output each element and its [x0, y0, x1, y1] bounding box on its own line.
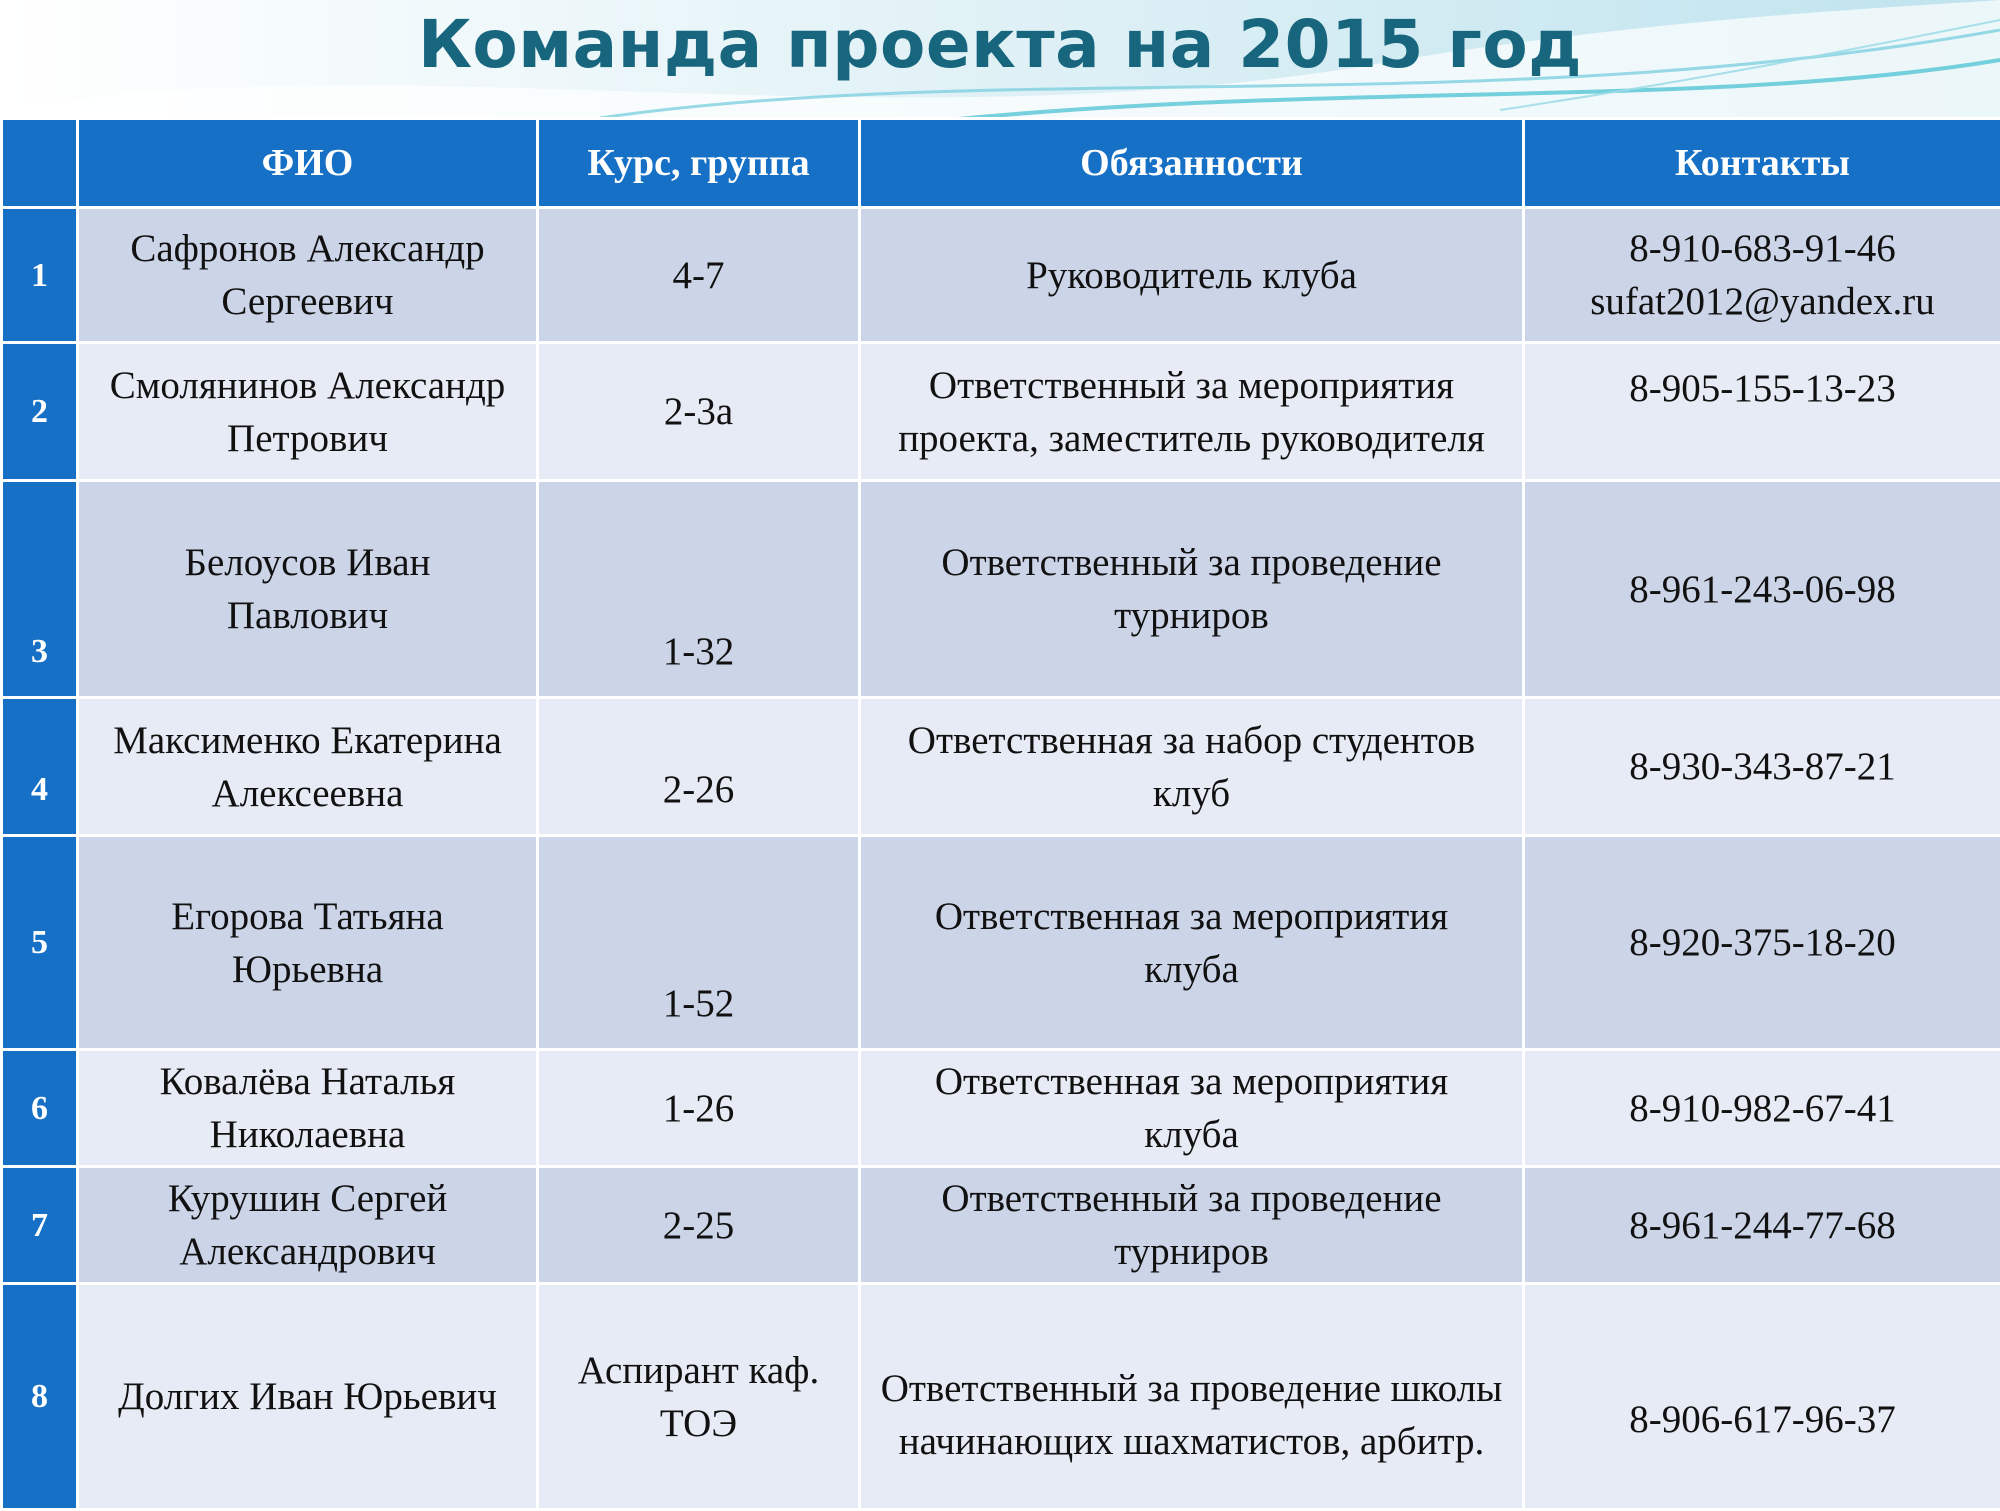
row-number: 7: [2, 1167, 78, 1284]
member-contacts: [1524, 208, 2000, 343]
table-row: [2, 208, 2000, 343]
row-number: 3: [2, 481, 78, 698]
member-group: 4-7: [538, 208, 860, 343]
member-phone: 8-910-982-67-41: [1524, 1050, 2000, 1167]
table-row: [2, 698, 2000, 836]
member-email: sufat2012@yandex.ru: [1533, 275, 1992, 328]
page-title: Команда проекта на 2015 год: [0, 0, 2000, 100]
member-name: Смолянинов Александр Петрович: [78, 343, 538, 481]
member-duties: Руководитель клуба: [860, 208, 1524, 343]
member-group: 1-32: [538, 481, 860, 698]
member-duties: Ответственный за проведение турниров: [860, 1167, 1524, 1284]
member-duties: Ответственный за проведение турниров: [860, 481, 1524, 698]
table-row: [2, 481, 2000, 698]
member-phone: 8-920-375-18-20: [1524, 836, 2000, 1050]
member-phone: 8-961-244-77-68: [1524, 1167, 2000, 1284]
table-header-row: [2, 119, 2000, 208]
member-duties: Ответственная за мероприятия клуба: [860, 836, 1524, 1050]
table-row: [2, 343, 2000, 481]
header-contacts: Контакты: [1524, 119, 2000, 208]
header-duties: Обязанности: [860, 119, 1524, 208]
member-duties: Ответственная за мероприятия клуба: [860, 1050, 1524, 1167]
row-number: 4: [2, 698, 78, 836]
member-phone: 8-910-683-91-46: [1533, 222, 1992, 275]
table-row: [2, 836, 2000, 1050]
row-number: 8: [2, 1284, 78, 1510]
row-number: 2: [2, 343, 78, 481]
member-phone: 8-905-155-13-23: [1524, 343, 2000, 481]
member-name: Белоусов Иван Павлович: [78, 481, 538, 698]
member-name: Максименко Екатерина Алексеевна: [78, 698, 538, 836]
member-name: Сафронов Александр Сергеевич: [78, 208, 538, 343]
member-name: Курушин Сергей Александрович: [78, 1167, 538, 1284]
table-row: [2, 1167, 2000, 1284]
team-table: [0, 117, 2000, 1511]
member-name: Егорова Татьяна Юрьевна: [78, 836, 538, 1050]
member-group: 2-26: [538, 698, 860, 836]
table-row: [2, 1050, 2000, 1167]
member-group: 2-25: [538, 1167, 860, 1284]
row-number: 6: [2, 1050, 78, 1167]
row-number: 1: [2, 208, 78, 343]
member-name: Ковалёва Наталья Николаевна: [78, 1050, 538, 1167]
header-num: [2, 119, 78, 208]
member-name: Долгих Иван Юрьевич: [78, 1284, 538, 1510]
header-name: ФИО: [78, 119, 538, 208]
member-phone: 8-906-617-96-37: [1524, 1284, 2000, 1510]
member-duties: Ответственный за мероприятия проекта, заместитель руководителя: [860, 343, 1524, 481]
row-number: 5: [2, 836, 78, 1050]
header-group: Курс, группа: [538, 119, 860, 208]
member-phone: 8-961-243-06-98: [1524, 481, 2000, 698]
member-duties: Ответственный за проведение школы начинающих шахматистов, арбитр.: [860, 1284, 1524, 1510]
member-group: Аспирант каф. ТОЭ: [538, 1284, 860, 1510]
member-phone: 8-930-343-87-21: [1524, 698, 2000, 836]
table-row: [2, 1284, 2000, 1510]
member-duties: Ответственная за набор студентов клуб: [860, 698, 1524, 836]
member-group: 1-26: [538, 1050, 860, 1167]
member-group: 2-3а: [538, 343, 860, 481]
member-group: 1-52: [538, 836, 860, 1050]
